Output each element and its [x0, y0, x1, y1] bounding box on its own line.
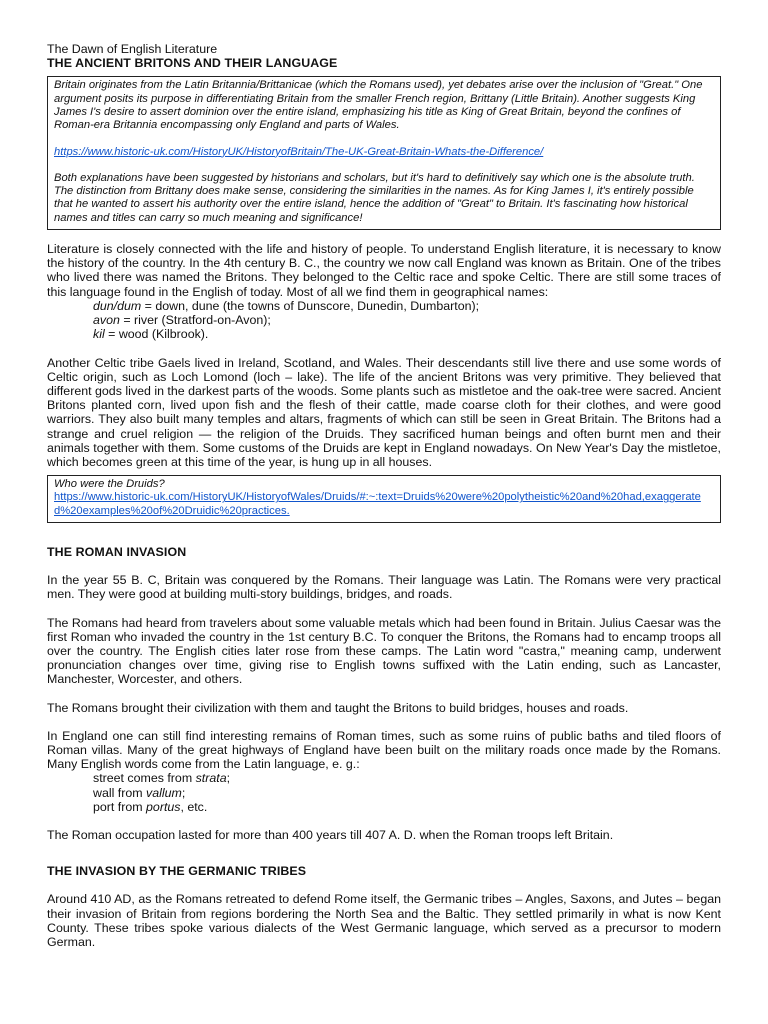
- druids-question: Who were the Druids?: [54, 478, 165, 491]
- latin-word-examples: [47, 771, 721, 814]
- paragraph-literature-intro: Literature is closely connected with the life and history of people. To understand English literature, it is necessary to know the history of the country. In the 4th century B. C., the country we now call England was known as Britain. One of the tribes who lived there was named the Britons. They belonged to the Celtic race and spoke Celtic. There are still some traces of this language found in the English of today. Most of all we find them in geographical names:: [47, 242, 721, 299]
- note-box-britain-name: [47, 76, 721, 230]
- historic-uk-druids-link[interactable]: https://www.historic-uk.com/HistoryUK/HistoryofWales/Druids/#:~:text=Druids%20were%20polytheistic%20and%20had,exaggerated%20examples%20of%20Druidic%20practices.: [54, 491, 701, 517]
- example-item: kil = wood (Kilbrook).: [93, 327, 209, 342]
- paragraph-roman-civilization: The Romans brought their civilization with them and taught the Britons to build bridges, houses and roads.: [47, 700, 629, 715]
- historic-uk-britain-link[interactable]: https://www.historic-uk.com/HistoryUK/HistoryofBritain/The-UK-Great-Britain-Whats-the-Difference/: [54, 145, 544, 158]
- example-item: port from portus, etc.: [93, 799, 208, 814]
- document-body: [47, 42, 721, 949]
- example-item: wall from vallum;: [93, 785, 186, 800]
- example-item: street comes from strata;: [93, 771, 231, 786]
- paragraph-germanic-invasion: Around 410 AD, as the Romans retreated to defend Rome itself, the Germanic tribes – Angles, Saxons, and Jutes – began their invasion of Britain from regions bordering the North Sea and the Baltic. They settled primarily in what is now Kent County. These tribes spoke various dialects of the West Germanic language, which served as a precursor to modern German.: [47, 892, 721, 950]
- paragraph-roman-conquest: In the year 55 B. C, Britain was conquered by the Romans. Their language was Latin. The Romans were very practical men. They were good at building multi-story buildings, bridges, and roads.: [47, 573, 721, 602]
- celtic-word-examples: [47, 299, 721, 342]
- section-heading-roman-invasion: THE ROMAN INVASION: [47, 545, 187, 560]
- section-heading-germanic-tribes: THE INVASION BY THE GERMANIC TRIBES: [47, 864, 307, 879]
- note-paragraph-1: Britain originates from the Latin Britannia/Brittanicae (which the Romans used), yet debates arise over the inclusion of "Great." One argument posits its purpose in differentiating Britain from the smaller French region, Brittany (Little Britain). Another suggests King James I's desire to assert dominion over the entire island, emphasizing his title as King of Great Britain, beyond the confines of Roman-era Britannia encompassing only England and parts of Wales.: [54, 79, 703, 132]
- example-item: avon = river (Stratford-on-Avon);: [93, 313, 271, 328]
- note-box-druids: [47, 475, 721, 523]
- note-paragraph-2: Both explanations have been suggested by historians and scholars, but it's hard to definitively say which one is the absolute truth. The distinction from Brittany does make sense, considering the similarities in the names. As for King James I, it's entirely possible that he wanted to assert his authority over the entire island, hence the addition of "Great" to Britain. It's fascinating how historical names and titles can carry so much meaning and significance!: [54, 171, 695, 224]
- paragraph-roman-occupation: The Roman occupation lasted for more than 400 years till 407 A. D. when the Roman troops left Britain.: [47, 828, 614, 843]
- example-item: dun/dum = down, dune (the towns of Dunscore, Dunedin, Dumbarton);: [93, 298, 480, 313]
- paragraph-roman-metals: The Romans had heard from travelers about some valuable metals which had been found in Britain. Julius Caesar was the first Roman who invaded the country in the 1st century B.C. To conquer the Britons, the Romans had to encamp troops all over the country. The English cities later rose from these camps. The Latin word "castra," meaning camp, underwent pronunciation changes over time, giving rise to English towns suffixed with the Latin ending, such as Lancaster, Manchester, Worcester, and others.: [47, 615, 721, 687]
- document-title: The Dawn of English Literature: [47, 42, 218, 56]
- section-heading-ancient-britons: THE ANCIENT BRITONS AND THEIR LANGUAGE: [47, 56, 338, 71]
- paragraph-roman-remains: In England one can still find interesting remains of Roman times, such as some ruins of public baths and tiled floors of Roman villas. Many of the great highways of England have been built on the military roads once made by the Romans. Many English words come from the Latin language, e. g.:: [47, 728, 721, 772]
- paragraph-celtic-gaels: Another Celtic tribe Gaels lived in Ireland, Scotland, and Wales. Their descendants still live there and use some words of Celtic origin, such as Loch Lomond (loch – lake). The life of the ancient Britons was very primitive. They believed that different gods lived in the darkest parts of the woods. Some plants such as mistletoe and the oak-tree were sacred. Ancient Britons planted corn, lived upon fish and the flesh of their cattle, made coarse cloth for their clothes, and were good warriors. They also built many temples and altars, fragments of which can still be seen in Great Britain. The Britons had a strange and cruel religion — the religion of the Druids. They sacrificed human beings and often burnt men and their animals together with them. Some customs of the Druids are kept in England nowadays. On New Year's Day the mistletoe, which becomes green at this time of the year, is hung up in all houses.: [47, 355, 721, 469]
